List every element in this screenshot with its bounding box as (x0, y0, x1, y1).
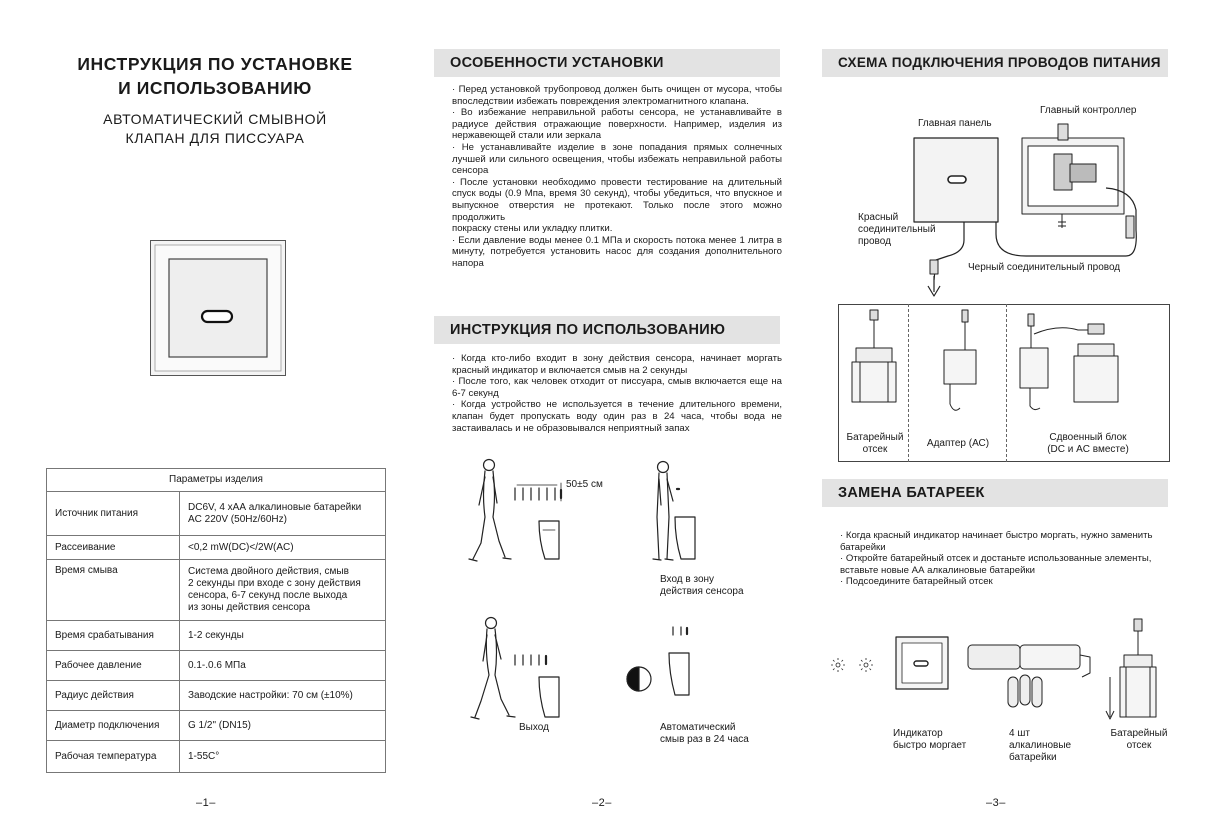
walking-person-icon (471, 618, 515, 720)
page1-subtitle: АВТОМАТИЧЕСКИЙ СМЫВНОЙ КЛАПАН ДЛЯ ПИССУАРА (103, 111, 327, 146)
urinal-icon (675, 517, 695, 559)
table-row: Рабочая температура 1-55С° (47, 741, 386, 773)
caption-adapter-option: Адаптер (АС) (926, 438, 990, 449)
dual-power-unit-icon (1020, 314, 1118, 410)
caption-four-batteries: 4 шт алкалиновые батарейки (1009, 728, 1072, 763)
install-features-text: · Перед установкой трубопровод должен быть очищен от мусора, чтобы впоследствии избежать повреждения электромагнитного клапана. · Во избежание неправильной работы сенсора, не устанавливайте в радиусе действия отражающие поверхности. Например, изделия из нержавеющей стали или зеркала · Не устанавливайте изделие в зоне попадания прямых солнечных лучшей или сильного освещения, чтобы избежать неправильной работы сенсора · После установки необходимо провести тестирование на длительный спуск воды (0.9 Мпа, время 30 секунд), чтобы убедиться, что впускное и выпускное отверстия не протекают. Только после этого можно продолжить покраску стены или укладку плитки. · Если давление воды менее 0.1 МПа и скорость потока менее 1 литра в минуту, потребуется установить насос для создания дополнительного напора (452, 84, 782, 269)
battery-compartment-icon (1120, 619, 1156, 717)
table-row: Рабочее давление 0.1-.0.6 МПа (47, 651, 386, 681)
caption-dual-option: Сдвоенный блок (DC и AC вместе) (1047, 432, 1129, 455)
usage-instructions-header: ИНСТРУКЦИЯ ПО ИСПОЛЬЗОВАНИЮ (434, 316, 780, 344)
page-number-2: –2– (592, 797, 612, 809)
caption-enter-zone: Вход в зону действия сенсора (660, 574, 744, 597)
label-main-panel: Главная панель (918, 118, 992, 129)
caption-indicator-blinks: Индикатор быстро моргает (893, 728, 967, 751)
urinal-icon (669, 653, 689, 695)
label-black-wire: Черный соединительный провод (968, 262, 1121, 273)
blinking-light-icon (831, 658, 873, 672)
distance-label: 50±5 см (566, 479, 603, 490)
caption-auto-flush: Автоматический смыв раз в 24 часа (660, 722, 749, 745)
caption-exit: Выход (519, 722, 549, 733)
install-features-header: ОСОБЕННОСТИ УСТАНОВКИ (434, 49, 780, 77)
sensor-panel-image (150, 240, 286, 376)
urinal-icon (539, 521, 559, 559)
label-red-wire: Красный соединительный провод (858, 212, 936, 247)
usage-illustrations (455, 455, 775, 755)
battery-pack-icon (968, 645, 1090, 707)
wiring-diagram (836, 130, 1166, 305)
urinal-icon (539, 677, 559, 717)
main-controller-icon (1022, 124, 1124, 228)
caption-battery-option: Батарейный отсек (846, 432, 904, 455)
page-number-1: –1– (196, 797, 216, 809)
battery-replacement-text: · Когда красный индикатор начинает быстро моргать, нужно заменить батарейки · Откройте батарейный отсек и достаньте использованные элементы, вставьте новые АА алкалиновые батарейки · Подсоедините батарейный отсек (840, 530, 1153, 588)
table-row: Радиус действия Заводские настройки: 70 см (±10%) (47, 681, 386, 711)
label-main-controller: Главный контроллер (1040, 105, 1137, 116)
power-options-images (838, 304, 1170, 434)
standing-person-icon (653, 462, 673, 561)
table-row: Диаметр подключения G 1/2" (DN15) (47, 711, 386, 741)
table-row: Источник питания DC6V, 4 хАА алкалиновые батарейки AC 220V (50Hz/60Hz) (47, 492, 386, 536)
battery-replacement-images (828, 615, 1168, 725)
battery-compartment-icon (852, 310, 896, 402)
usage-instructions-text: · Когда кто-либо входит в зону действия сенсора, начинает моргать красный индикатор и включается смыв на 2 секунды · После того, как человек отходит от писсуара, смыв включается еще на 6-7 секунд · Когда устройство не используется в течение длительного времени, клапан будет пропускать воду один раз в 24 часа, чтобы вода не застаивалась и не образовывался неприятный запах (452, 353, 782, 434)
wiring-diagram-header: СХЕМА ПОДКЛЮЧЕНИЯ ПРОВОДОВ ПИТАНИЯ (822, 49, 1168, 77)
battery-replacement-header: ЗАМЕНА БАТАРЕЕК (822, 479, 1168, 507)
product-parameters-table (46, 468, 386, 773)
caption-battery-compartment: Батарейный отсек (1110, 728, 1168, 751)
table-row: Время срабатывания 1-2 секунды (47, 621, 386, 651)
page-number-3: –3– (986, 797, 1006, 809)
ac-adapter-icon (944, 310, 976, 410)
sensor-beam-icon (515, 488, 561, 500)
walking-person-icon (469, 460, 511, 562)
table-row: Время смыва Система двойного действия, смыв 2 секунды при входе с зону действия сенсора, 6-7 секунд после выхода из зоны действия сенсора (47, 560, 386, 621)
table-title: Параметры изделия (47, 469, 386, 492)
table-row: Рассеивание <0,2 mW(DC)</2W(AC) (47, 536, 386, 560)
page1-title: ИНСТРУКЦИЯ ПО УСТАНОВКЕ И ИСПОЛЬЗОВАНИЮ (77, 54, 353, 98)
